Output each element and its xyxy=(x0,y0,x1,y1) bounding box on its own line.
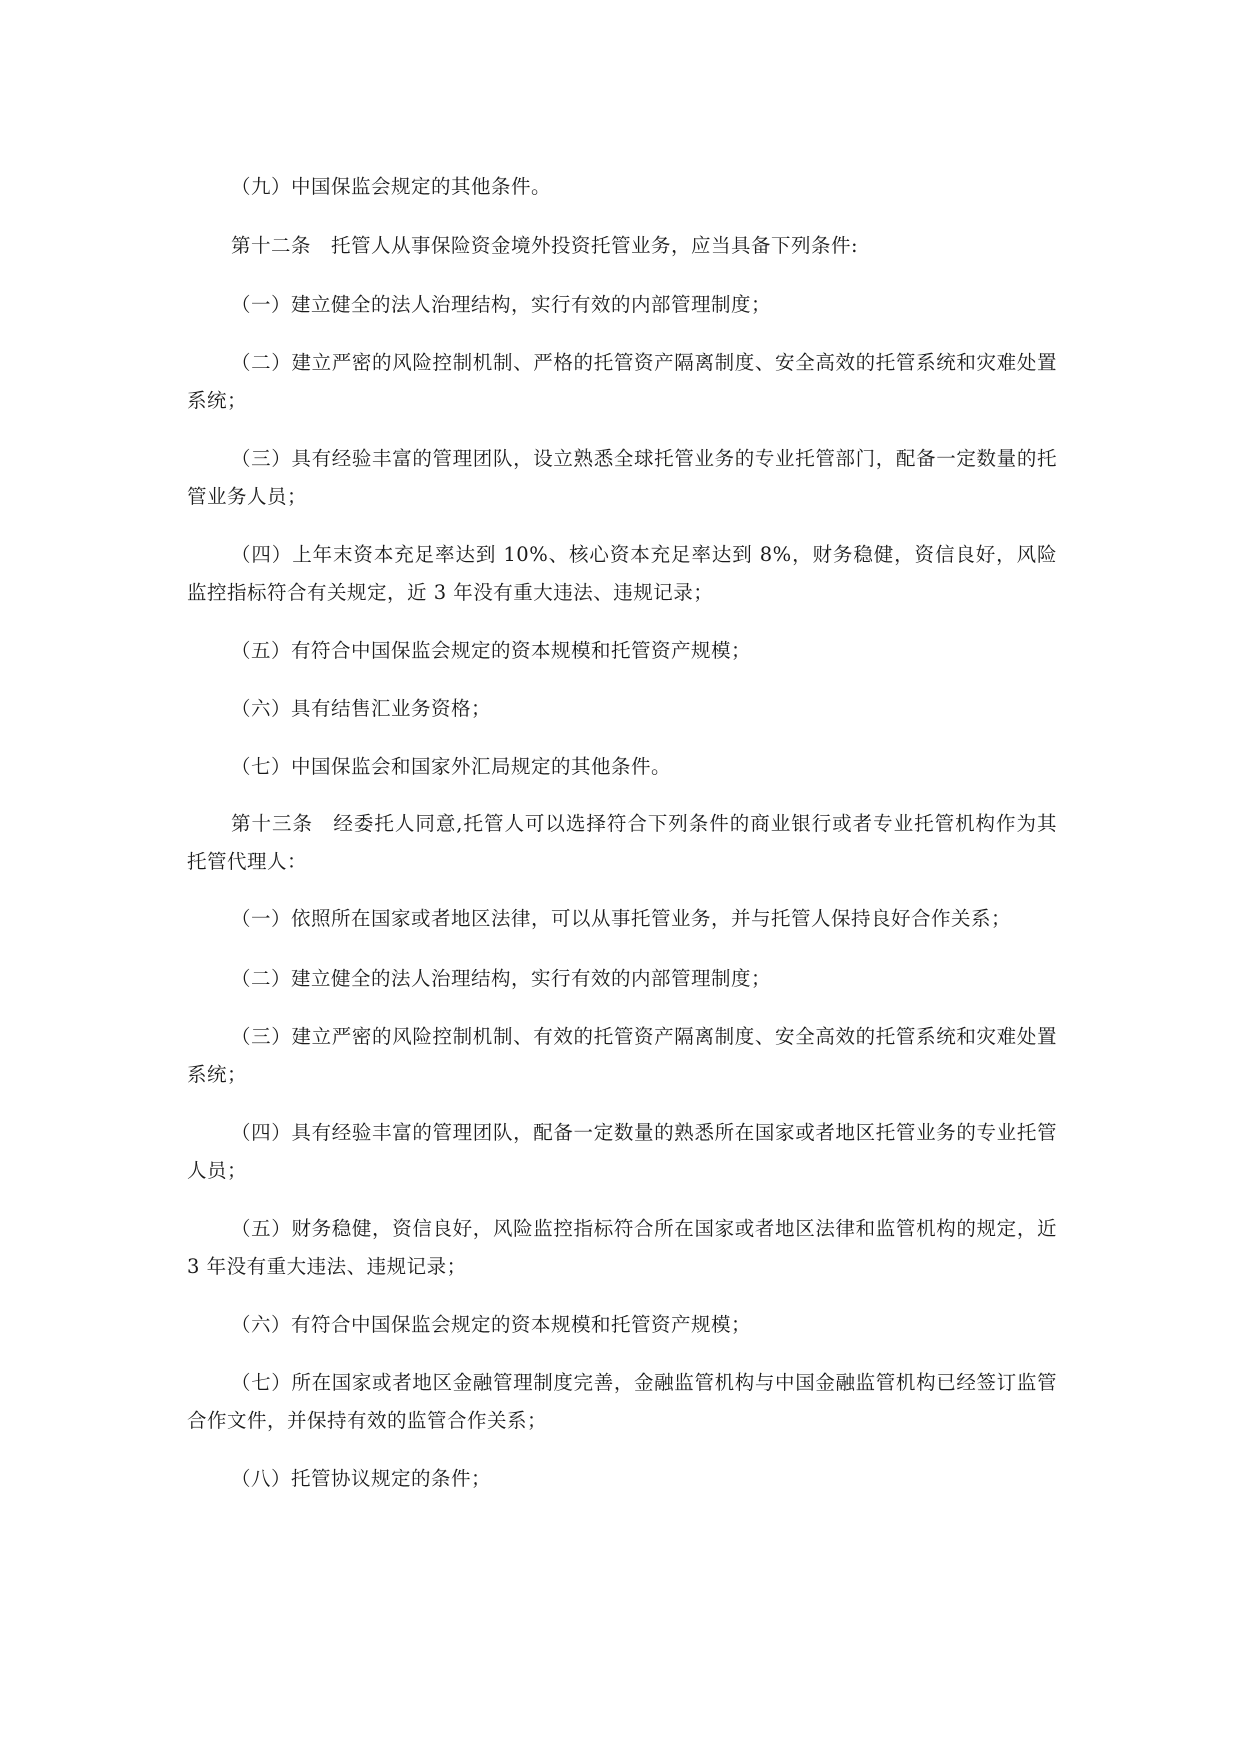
paragraph-13-7: （七）所在国家或者地区金融管理制度完善，金融监管机构与中国金融监管机构已经签订监管合作文件，并保持有效的监管合作关系； xyxy=(187,1371,1057,1432)
article-12-heading: 第十二条 托管人从事保险资金境外投资托管业务，应当具备下列条件: xyxy=(231,234,859,257)
paragraph-13-5: （五）财务稳健，资信良好，风险监控指标符合所在国家或者地区法律和监管机构的规定，近 3 年没有重大违法、违规记录； xyxy=(187,1217,1057,1278)
paragraph-13-8: （八）托管协议规定的条件； xyxy=(231,1467,492,1490)
article-13-heading: 第十三条 经委托人同意,托管人可以选择符合下列条件的商业银行或者专业托管机构作为其托管代理人： xyxy=(187,812,1057,873)
paragraph-13-6: （六）有符合中国保监会规定的资本规模和托管资产规模； xyxy=(231,1313,752,1336)
paragraph-12-6: （六）具有结售汇业务资格； xyxy=(231,697,492,720)
paragraph-13-3: （三）建立严密的风险控制机制、有效的托管资产隔离制度、安全高效的托管系统和灾难处置系统； xyxy=(187,1025,1057,1086)
paragraph-12-4: （四）上年末资本充足率达到 10%、核心资本充足率达到 8%，财务稳健，资信良好，风险监控指标符合有关规定，近 3 年没有重大违法、违规记录； xyxy=(187,543,1057,604)
paragraph-13-1: （一）依照所在国家或者地区法律，可以从事托管业务，并与托管人保持良好合作关系； xyxy=(231,907,1012,930)
paragraph-13-4: （四）具有经验丰富的管理团队，配备一定数量的熟悉所在国家或者地区托管业务的专业托管人员； xyxy=(187,1121,1057,1182)
paragraph-12-3: （三）具有经验丰富的管理团队，设立熟悉全球托管业务的专业托管部门，配备一定数量的托管业务人员； xyxy=(187,447,1057,508)
paragraph-12-2: （二）建立严密的风险控制机制、严格的托管资产隔离制度、安全高效的托管系统和灾难处置系统； xyxy=(187,351,1057,412)
paragraph-12-1: （一）建立健全的法人治理结构，实行有效的内部管理制度； xyxy=(231,293,772,316)
paragraph-12-5: （五）有符合中国保监会规定的资本规模和托管资产规模； xyxy=(231,639,752,662)
paragraph-item-9: （九）中国保监会规定的其他条件。 xyxy=(231,175,552,198)
paragraph-12-7: （七）中国保监会和国家外汇局规定的其他条件。 xyxy=(231,755,672,778)
paragraph-13-2: （二）建立健全的法人治理结构，实行有效的内部管理制度； xyxy=(231,967,772,990)
